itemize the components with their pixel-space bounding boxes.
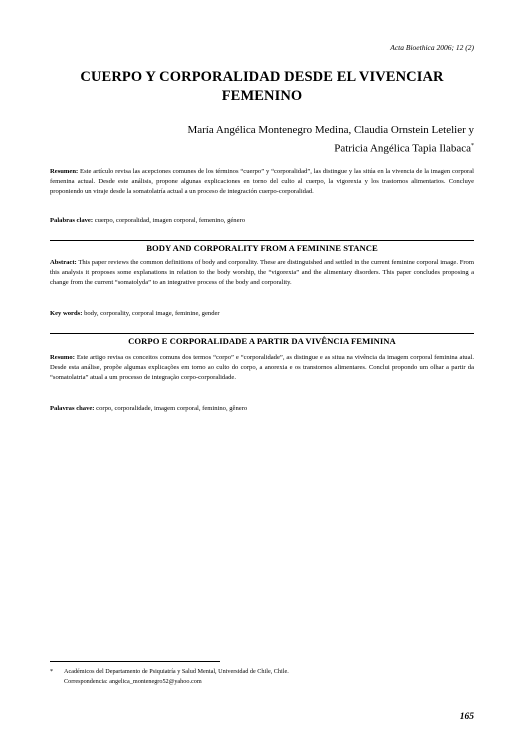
keywords-en-text: body, corporality, corporal image, feminine, gender bbox=[82, 310, 220, 317]
footnote-rule bbox=[50, 661, 220, 662]
section-divider-en bbox=[50, 240, 474, 241]
footnote-affiliation: Académicos del Departamento de Psiquiatría y Salud Mental, Universidad de Chile, Chile. bbox=[64, 668, 289, 675]
abstract-en bbox=[50, 258, 474, 288]
abstract-es-text: Este artículo revisa las acepciones comunes de los términos “cuerpo” y “corporalidad”, las distingue y las sitúa en la vivencia de la imagen corporal femenina actual. Desde este análisis, propone algunas explicaciones en torno del culto al cuerpo, la vigorexia y los trastornos alimentarios. Concluye proponiendo un viraje desde la somatolatría actual a un proceso de integración cuerpo-corporalidad. bbox=[50, 168, 474, 195]
keywords-en bbox=[50, 309, 474, 318]
abstract-pt-text: Este artigo revisa os conceitos comuns dos termos “corpo” e “corporalidade”, as distingue e as situa na vivência da imagem corporal feminina atual. Desde esta análise, propõe algumas explicações em torno ao culto do corpo, a anorexia e os transtornos alimentares. Conclui propondo um olhar a partir da “somatolatria” atual a um processo de integração corpo-corporalidade. bbox=[50, 354, 474, 381]
authors-line-2: Patricia Angélica Tapia Ilabaca bbox=[334, 142, 471, 155]
abstract-en-text: This paper reviews the common definitions of body and corporality. These are distinguished and settled in the current feminine corporal image. From this analysis it proposes some explanations in relation to the body worship, the “vigorexia” and the alimentary disorders. This paper concludes proposing a change from the current “somatolyda” to an integrative process of the body and corporality. bbox=[50, 259, 474, 286]
abstract-en-lead: Abstract: bbox=[50, 259, 77, 266]
page-number: 165 bbox=[459, 712, 474, 722]
abstract-pt bbox=[50, 353, 474, 383]
keywords-es-text: cuerpo, corporalidad, imagen corporal, femenino, género bbox=[93, 217, 246, 224]
footnote-correspondence: Correspondencia: angelica_montenegro52@yahoo.com bbox=[64, 677, 202, 685]
article-title: CUERPO Y CORPORALIDAD DESDE EL VIVENCIAR FEMENINO bbox=[80, 69, 444, 104]
authors-block bbox=[94, 122, 474, 157]
author-footnote-mark: * bbox=[471, 143, 474, 149]
section-title-en: BODY AND CORPORALITY FROM A FEMININE STANCE bbox=[146, 243, 378, 253]
section-title-pt: CORPO E CORPORALIDADE A PARTIR DA VIVÊNCIA FEMININA bbox=[128, 336, 396, 346]
footnote-mark: * bbox=[50, 668, 54, 675]
section-divider-pt bbox=[50, 333, 474, 334]
keywords-es-lead: Palabras clave: bbox=[50, 217, 94, 224]
keywords-en-lead: Key words: bbox=[50, 310, 83, 317]
footnote bbox=[50, 667, 474, 686]
keywords-es bbox=[50, 216, 474, 225]
keywords-pt-lead: Palavras chave: bbox=[50, 405, 95, 412]
abstract-es bbox=[50, 167, 474, 197]
keywords-pt bbox=[50, 404, 474, 413]
abstract-es-lead: Resumen: bbox=[50, 168, 79, 175]
journal-header: Acta Bioethica 2006; 12 (2) bbox=[390, 43, 474, 52]
authors-line-1: María Angélica Montenegro Medina, Claudia Ornstein Letelier y bbox=[187, 124, 474, 136]
abstract-pt-lead: Resumo: bbox=[50, 354, 75, 361]
keywords-pt-text: corpo, corporalidade, imagem corporal, feminino, gênero bbox=[94, 405, 248, 412]
